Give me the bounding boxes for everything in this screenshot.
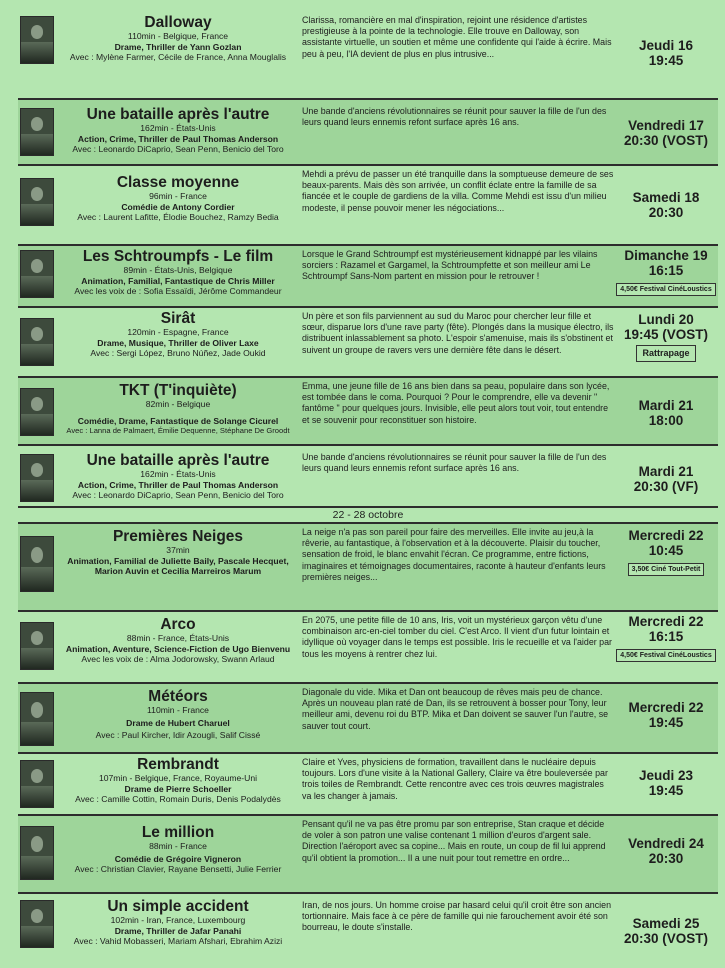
film-info (56, 174, 300, 223)
screening-day: Mardi 21 (638, 464, 694, 479)
film-row (18, 98, 718, 164)
film-title: Classe moyenne (116, 174, 240, 191)
film-row (18, 892, 718, 958)
film-meta: 107min - Belgique, France, Royaume-Uni (98, 773, 258, 783)
film-cast: Avec les voix de : Sofia Essaïdi, Jérôme Commandeur (74, 286, 282, 296)
film-poster (20, 318, 54, 366)
film-genre: Comédie, Drame, Fantastique de Solange Cicurel (77, 415, 279, 426)
rattrapage-badge: Rattrapage (636, 345, 695, 362)
film-cast: Avec : Christian Clavier, Rayane Bensetti, Julie Ferrier (74, 864, 282, 874)
film-cast: Avec : Leonardo DiCaprio, Sean Penn, Benicio del Toro (72, 490, 284, 500)
film-row (18, 12, 718, 98)
film-cast: Avec : Leonardo DiCaprio, Sean Penn, Benicio del Toro (72, 144, 284, 154)
film-poster (20, 16, 54, 64)
film-title: Arco (160, 616, 196, 633)
screening-time (616, 312, 716, 362)
film-meta: 162min - États-Unis (140, 469, 216, 479)
screening-day: Lundi 20 (638, 312, 694, 327)
screening-hour: 16:15 (648, 263, 684, 278)
film-cast: Avec : Laurent Lafitte, Élodie Bouchez, Ramzy Bedia (77, 212, 279, 222)
screening-hour: 20:30 (VOST) (623, 133, 709, 148)
screening-hour: 19:45 (648, 715, 684, 730)
screening-day: Vendredi 17 (628, 118, 704, 133)
film-genre: Action, Crime, Thriller de Paul Thomas Anderson (77, 133, 279, 144)
film-title: Les Schtroumpfs - Le film (82, 248, 274, 265)
film-cast: Avec : Lanna de Palmaert, Émilie Dequenne, Stéphane De Groodt (66, 426, 290, 435)
film-row (18, 164, 718, 244)
film-synopsis: En 2075, une petite fille de 10 ans, Iris, voit un mystérieux garçon vêtu d'une combinaison arc-en-ciel tomber du ciel. C'est Arco. Il vient d'un futur lointain et idyllique où voyager dans le temps est possible. Iris le recueille et va l'aider par tous les moyens à rentrer chez lui. (302, 615, 613, 659)
screening-hour: 20:30 (VF) (633, 479, 699, 494)
film-title: Météors (148, 688, 208, 705)
film-poster (20, 250, 54, 298)
film-info (56, 616, 300, 665)
film-cast: Avec : Sergi López, Bruno Núñez, Jade Oukid (90, 348, 266, 358)
film-genre: Animation, Familial de Juliette Baily, Pascale Hecquet, Marion Auvin et Cecilia Marreiros Marum (67, 555, 289, 576)
film-title: Le million (141, 824, 215, 841)
film-info (56, 106, 300, 155)
film-cast: Avec : Vahid Mobasseri, Mariam Afshari, Ebrahim Azizi (73, 936, 283, 946)
film-info (56, 688, 300, 741)
screening-hour: 19:45 (VOST) (623, 327, 709, 342)
film-info (56, 756, 300, 805)
film-genre: Drame, Thriller de Jafar Panahi (114, 925, 242, 936)
screening-day: Jeudi 23 (638, 768, 694, 783)
film-row (18, 814, 718, 892)
film-genre: Animation, Aventure, Science-Fiction de Ugo Bienvenu (65, 643, 291, 654)
screening-hour: 20:30 (648, 205, 684, 220)
film-info (56, 382, 300, 437)
film-poster (20, 622, 54, 670)
film-row (18, 376, 718, 444)
film-poster (20, 388, 54, 436)
film-title: Premières Neiges (112, 528, 244, 545)
film-row (18, 752, 718, 814)
film-meta: 82min - Belgique (145, 399, 211, 409)
film-info (56, 824, 300, 875)
screening-time (616, 398, 716, 428)
film-cast: Avec : Mylène Farmer, Cécile de France, Anna Mouglalis (69, 52, 287, 62)
screening-time (616, 38, 716, 68)
film-genre: Comédie de Grégoire Vigneron (114, 853, 242, 864)
screening-day: Mercredi 22 (628, 700, 704, 715)
film-meta: 37min (166, 545, 190, 555)
film-title: Sirât (160, 310, 196, 327)
screening-hour: 18:00 (648, 413, 684, 428)
screening-hour: 20:30 (648, 851, 684, 866)
programme-page (18, 12, 718, 962)
film-info (56, 310, 300, 359)
film-poster (20, 760, 54, 808)
film-genre: Drame de Pierre Schoeller (124, 783, 232, 794)
film-info (56, 14, 300, 63)
price-badge: 4,50€ Festival CinéLoustics (616, 649, 715, 662)
screening-time (616, 836, 716, 866)
film-poster (20, 108, 54, 156)
price-badge: 4,50€ Festival CinéLoustics (616, 283, 715, 296)
screening-day: Samedi 18 (632, 190, 700, 205)
screening-day: Mercredi 22 (628, 528, 704, 543)
screening-time (616, 464, 716, 494)
film-cast: Avec : Camille Cottin, Romain Duris, Denis Podalydès (75, 794, 281, 804)
screening-day: Mercredi 22 (628, 614, 704, 629)
film-synopsis: Clarissa, romancière en mal d'inspiration, rejoint une résidence d'artistes prestigieuse à la pointe de la technologie. Elle trouve en Dalloway, son assistante virtuelle, un soutien et même une confidente qui l'aide à écrire. Mais peu à peu, l'IA devient de plus en plus intrusive... (302, 15, 612, 59)
film-meta: 89min - États-Unis, Belgique (123, 265, 233, 275)
film-title: Une bataille après l'autre (86, 452, 270, 469)
film-synopsis: Claire et Yves, physiciens de formation, travaillent dans le nucléaire depuis toujours. Lors d'une visite à la National Gallery, Claire va être bouleversée par trois toiles de Rembrandt. Cette rencontre avec ces trois œuvres magistrales va les changer à jamais. (302, 757, 608, 801)
screening-time (616, 528, 716, 576)
screening-hour: 19:45 (648, 783, 684, 798)
film-cast: Avec : Paul Kircher, Idir Azougli, Salif Cissé (95, 730, 261, 740)
screening-time (616, 248, 716, 296)
film-title: Une bataille après l'autre (86, 106, 270, 123)
film-genre: Drame de Hubert Charuel (126, 717, 230, 728)
screening-hour: 19:45 (648, 53, 684, 68)
film-info (56, 248, 300, 297)
film-meta: 110min - Belgique, France (127, 31, 229, 41)
film-poster (20, 178, 54, 226)
film-genre: Animation, Familial, Fantastique de Chris Miller (81, 275, 275, 286)
film-synopsis: La neige n'a pas son pareil pour faire des merveilles. Elle invite au jeu,à la rêverie, au fantastique, à l'observation et à la découverte. Plaisir du toucher, sensation de froid, le blanc envahit l'écran. Ce programme, entre fictions, imaginaires et témoignages documentaires, raconte à hauteur d'enfants leurs premières neiges... (302, 527, 606, 582)
film-genre: Action, Crime, Thriller de Paul Thomas Anderson (77, 479, 279, 490)
film-synopsis: Une bande d'anciens révolutionnaires se réunit pour sauver la fille de l'un des leurs quand leurs ennemis refont surface après 16 ans. (302, 106, 607, 128)
film-title: Dalloway (144, 14, 212, 31)
film-synopsis: Diagonale du vide. Mika et Dan ont beaucoup de rêves mais peu de chance. Après un nouveau plan raté de Dan, ils se retrouvent à bosser pour Tony, leur meilleur ami, devenu roi du BTP. Mika et Dan doivent se sauver l'un l'autre, se sauver tout court. (302, 687, 609, 731)
week-separator: 22 - 28 octobre (18, 506, 718, 522)
screening-day: Mardi 21 (638, 398, 694, 413)
film-cast: Avec les voix de : Alma Jodorowsky, Swann Arlaud (81, 654, 275, 664)
screening-day: Jeudi 16 (638, 38, 694, 53)
screening-time (616, 700, 716, 730)
screening-time (616, 118, 716, 148)
film-genre: Comédie de Antony Cordier (121, 201, 235, 212)
screening-time (616, 768, 716, 798)
film-poster (20, 536, 54, 592)
film-synopsis: Pensant qu'il ne va pas être promu par son entreprise, Stan craque et décide de voler à son patron une valise contenant 1 million d'euros d'argent sale. Direction l'aéroport avec sa copine... Mais en route, un coup de fil lui apprend qu'il obtient la promotion... Il a une nuit pour tout remettre en ordre... (302, 819, 606, 863)
film-row (18, 244, 718, 306)
screening-day: Vendredi 24 (628, 836, 704, 851)
film-genre: Drame, Thriller de Yann Gozlan (114, 41, 242, 52)
film-row (18, 444, 718, 506)
film-genre: Drame, Musique, Thriller de Oliver Laxe (97, 337, 259, 348)
film-row (18, 610, 718, 682)
film-synopsis: Iran, de nos jours. Un homme croise par hasard celui qu'il croit être son ancien tortionnaire. Mais face à ce père de famille qui nie farouchement avoir été son bourreau, le doute s'installe. (302, 900, 612, 933)
screening-time (616, 614, 716, 662)
film-poster (20, 454, 54, 502)
screening-day: Samedi 25 (632, 916, 700, 931)
film-synopsis: Mehdi a prévu de passer un été tranquille dans la somptueuse demeure de ses beaux-parents. Mais dès son arrivée, un conflit éclate entre la famille de sa fiancée et le couple de gardiens de la villa. Comme Mehdi est issu d'un milieu modeste, il pense pouvoir mener les négociations... (302, 169, 614, 213)
screening-time (616, 916, 716, 946)
price-badge: 3,50€ Ciné Tout-Petit (628, 563, 705, 576)
film-poster (20, 692, 54, 746)
film-meta: 88min - France (149, 841, 207, 851)
film-meta: 162min - États-Unis (140, 123, 216, 133)
film-row (18, 306, 718, 376)
film-title: Rembrandt (137, 756, 219, 773)
screening-hour: 16:15 (648, 629, 684, 644)
film-row (18, 522, 718, 610)
film-synopsis: Un père et son fils parviennent au sud du Maroc pour chercher leur fille et sœur, disparue lors d'une rave party (fête). Plongés dans la musique électro, ils distribuent inlassablement sa photo. L'espoir s'amenuise, mais ils s'obstinent et suivent un groupe de ravers vers une dernière fête dans le désert. (302, 311, 614, 355)
film-row (18, 682, 718, 752)
screening-time (616, 190, 716, 220)
film-synopsis: Une bande d'anciens révolutionnaires se réunit pour sauver la fille de l'un des leurs quand leurs ennemis refont surface après 16 ans. (302, 452, 607, 474)
film-title: Un simple accident (107, 898, 249, 915)
film-meta: 110min - France (147, 705, 209, 715)
film-meta: 102min - Iran, France, Luxembourg (110, 915, 246, 925)
film-info (56, 898, 300, 947)
film-poster (20, 900, 54, 948)
film-meta: 96min - France (149, 191, 207, 201)
film-meta: 120min - Espagne, France (127, 327, 229, 337)
film-synopsis: Emma, une jeune fille de 16 ans bien dans sa peau, populaire dans son lycée, est tombée dans le coma. Pourquoi ? Pour le comprendre, elle va devenir " fantôme " pour quelques jours. Invisible, elle peut alors tout voir, tout entendre et se souvenir pour reconstituer son histoire. (302, 381, 610, 425)
screening-day: Dimanche 19 (624, 248, 708, 263)
film-title: TKT (T'inquiète) (119, 382, 237, 399)
film-meta: 88min - France, États-Unis (126, 633, 230, 643)
film-info (56, 528, 300, 577)
film-poster (20, 826, 54, 880)
screening-hour: 20:30 (VOST) (623, 931, 709, 946)
film-synopsis: Lorsque le Grand Schtroumpf est mystérieusement kidnappé par les vilains sorciers : Razamel et Gargamel, la Schtroumpfette et son meilleur ami Le Schtroumpf Sans-Nom partent en mission pour le retrouver ! (302, 249, 598, 282)
screening-hour: 10:45 (648, 543, 684, 558)
film-info (56, 452, 300, 501)
